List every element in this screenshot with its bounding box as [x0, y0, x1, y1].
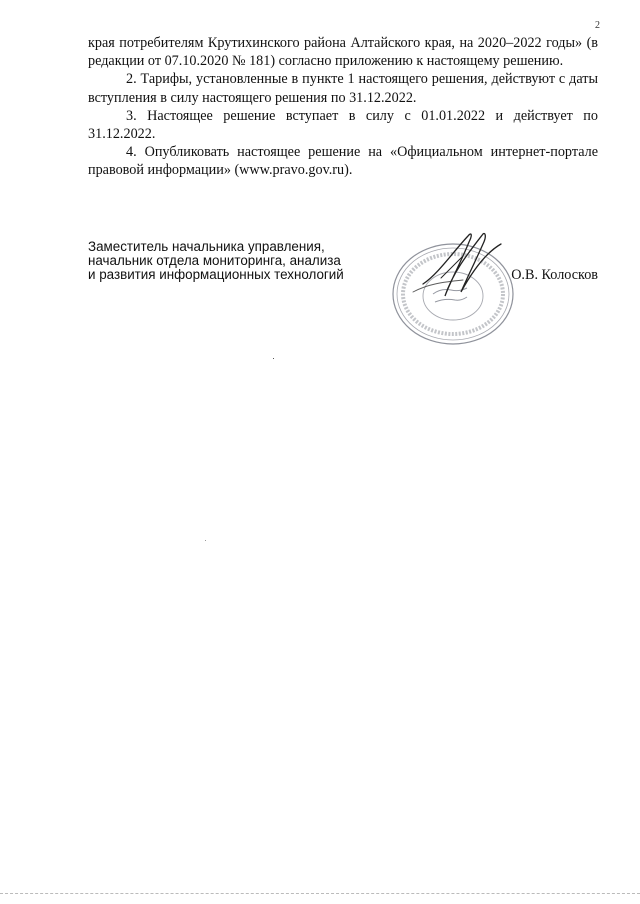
- page-number: 2: [595, 20, 600, 31]
- paragraph-item-2: 2. Тарифы, установленные в пункте 1 настоящего решения, действуют с даты вступления в силу настоящего решения по 31.12.2022.: [88, 71, 598, 106]
- signature-block: [88, 240, 608, 360]
- paragraph-continuation: края потребителям Крутихинского района Алтайского края, на 2020–2022 годы» (в редакции от 07.10.2020 № 181) согласно приложению к настоящему решению.: [88, 35, 598, 70]
- signer-name: О.В. Колосков: [511, 267, 598, 283]
- scan-speck: [205, 540, 206, 541]
- signer-position-line: и развития информационных технологий: [88, 267, 344, 283]
- scan-edge-line: [0, 893, 640, 894]
- signer-position-line: начальник отдела мониторинга, анализа: [88, 253, 341, 269]
- signer-position-line: Заместитель начальника управления,: [88, 239, 325, 254]
- paragraph-item-3: 3. Настоящее решение вступает в силу с 01.01.2022 и действует по 31.12.2022.: [88, 107, 598, 143]
- signer-position: [88, 240, 344, 283]
- document-body: [88, 34, 598, 180]
- paragraph-item-4: 4. Опубликовать настоящее решение на «Официальном интернет-портале правовой информации» (www.pravo.gov.ru).: [88, 144, 598, 179]
- official-stamp-seal: [383, 222, 523, 362]
- scan-speck: [273, 358, 274, 359]
